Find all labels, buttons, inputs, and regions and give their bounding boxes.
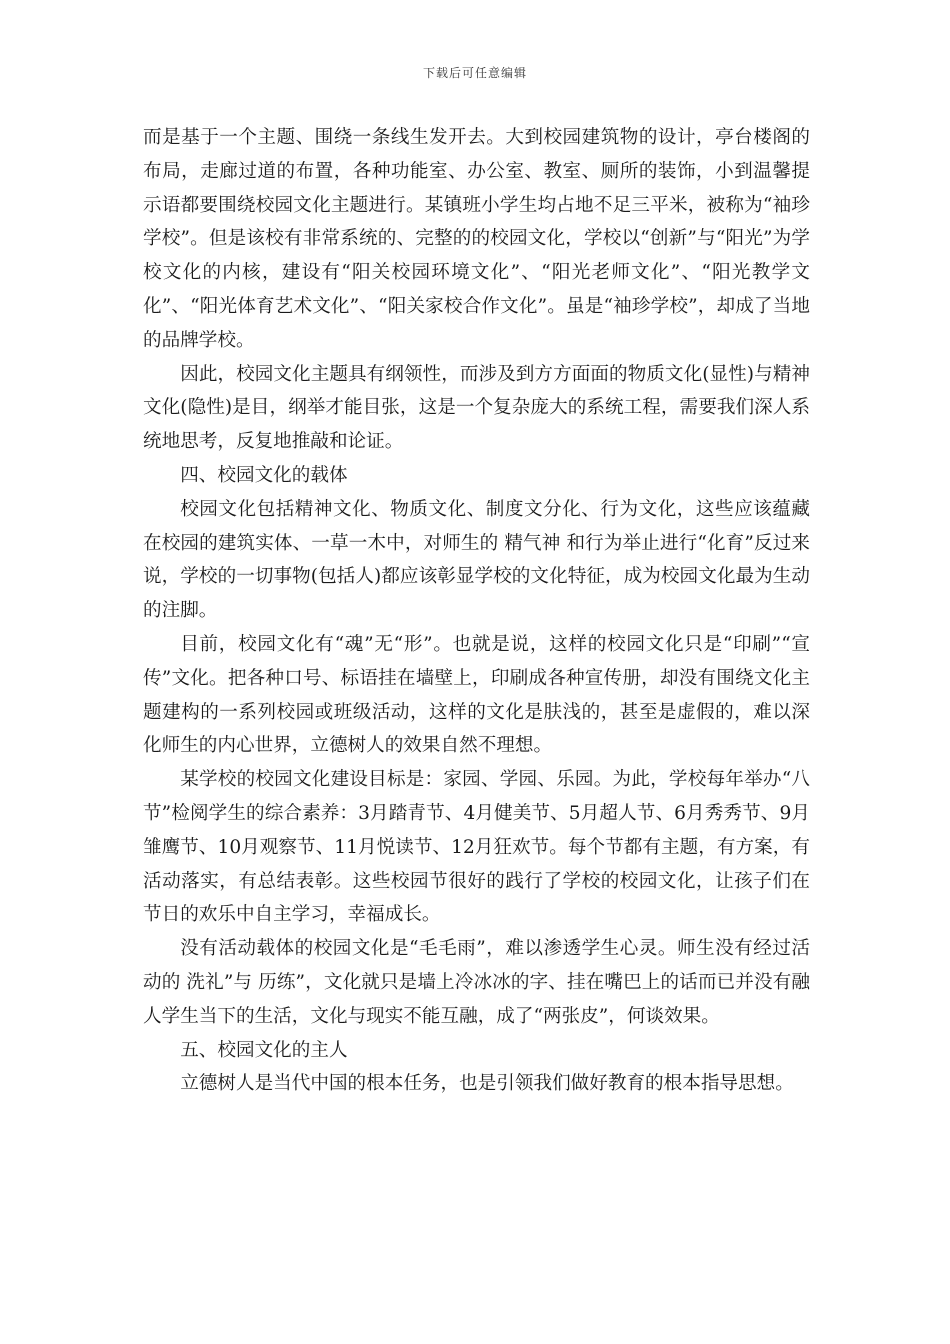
section-heading-5: 五、校园文化的主人 <box>180 1039 348 1061</box>
paragraph-theme-summary: 因此，校园文化主题具有纲领性，而涉及到方方面面的物质文化(显性)与精神文化(隐性)是目，纲举才能目张，这是一个复杂庞大的系统工程，需要我们深人系统地思考，反复地推敲和论证。 <box>143 363 810 453</box>
paragraph-theme-continuation: 而是基于一个主题、围绕一条线生发开去。大到校园建筑物的设计，亭台楼阁的布局，走廊过道的布置，各种功能室、办公室、教室、厕所的装饰，小到温馨提示语都要围绕校园文化主题进行。某镇班小学生均占地不足三平米，被称为“袖珍学校”。但是该校有非常系统的、完整的的校园文化，学校以“创新”与“阳光”为学校文化的内核，建设有“阳关校园环境文化”、“阳光老师文化”、“阳光教学文化”、“阳光体育艺术文化”、“阳关家校合作文化”。虽是“袖珍学校”，却成了当地的品牌学校。 <box>143 127 810 351</box>
paragraph-school-example: 某学校的校园文化建设目标是：家园、学园、乐园。为此，学校每年举办“八节”检阅学生的综合素养：3月踏青节、4月健美节、5月超人节、6月秀秀节、9月雏鹰节、10月观察节、11月悦读节、12月狂欢节。每个节都有主题，有方案，有活动落实，有总结表彰。这些校园节很好的践行了学校的校园文化，让孩子们在节日的欢乐中自主学习，幸福成长。 <box>143 769 810 926</box>
document-body <box>143 121 810 1101</box>
download-note: 下载后可任意编辑 <box>422 66 527 80</box>
paragraph-activity-carrier: 没有活动载体的校园文化是“毛毛雨”，难以渗透学生心灵。师生没有经过活动的 洗礼”与 历练”，文化就只是墙上冷冰冰的字、挂在嘴巴上的话而已并没有融人学生当下的生活，文化与现实不能互融，成了“两张皮”，何谈效果。 <box>143 938 810 1027</box>
section-heading-4: 四、校园文化的载体 <box>180 464 348 486</box>
paragraph-moral-education: 立德树人是当代中国的根本任务，也是引领我们做好教育的根本指导思想。 <box>180 1073 794 1095</box>
paragraph-carrier-intro: 校园文化包括精神文化、物质文化、制度文分化、行为文化，这些应该蕴藏在校园的建筑实体、一草一木中，对师生的 精气神 和行为举止进行“化育”反过来说，学校的一切事物(包括人)都应该彰显学校的文化特征，成为校园文化最为生动的注脚。 <box>143 498 810 622</box>
paragraph-current-state: 目前，校园文化有“魂”无“形”。也就是说，这样的校园文化只是“印刷”“宣传”文化。把各种口号、标语挂在墙壁上，印刷成各种宣传册，却没有围绕文化主题建构的一系列校园或班级活动，这样的文化是肤浅的，甚至是虚假的，难以深化师生的内心世界，立德树人的效果自然不理想。 <box>143 633 810 757</box>
